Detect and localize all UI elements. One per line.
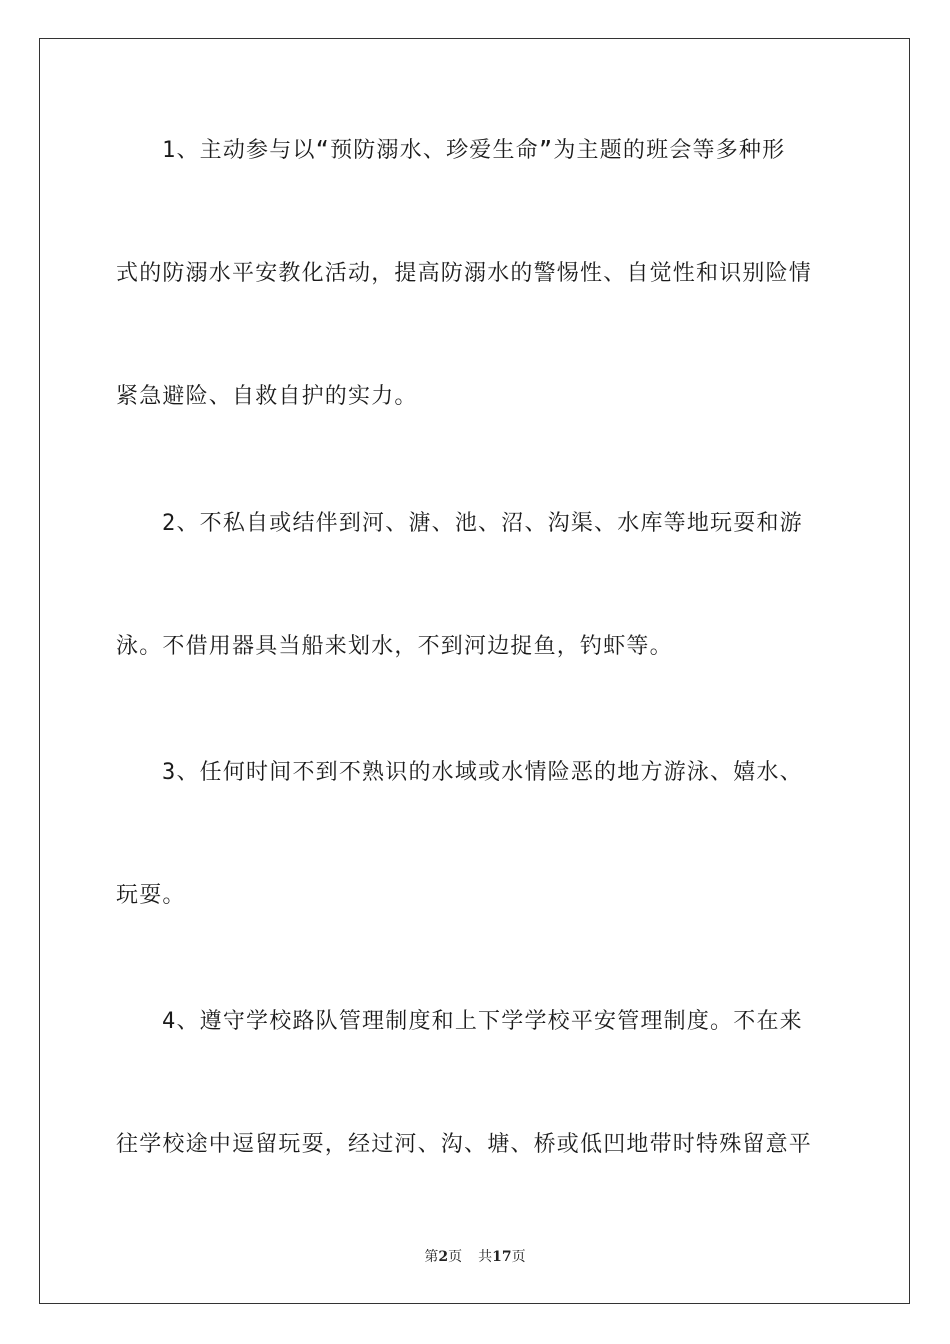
paragraph-1-line-1: 1、主动参与以“预防溺水、珍爱生命”为主题的班会等多种形 (162, 138, 786, 163)
paragraph-1-line-3: 紧急避险、自救自护的实力。 (116, 384, 418, 409)
page-current: 2 (438, 1249, 449, 1265)
page-frame (39, 38, 910, 1304)
paragraph-3-line-2: 玩耍。 (116, 883, 186, 908)
page-suffix: 页 (448, 1249, 463, 1265)
total-pages: 17 (492, 1249, 512, 1265)
paragraph-1-line-2: 式的防溺水平安教化活动，提高防溺水的警惕性、自觉性和识别险情 (116, 261, 813, 286)
total-suffix: 页 (511, 1249, 526, 1265)
paragraph-2-line-1: 2、不私自或结伴到河、溏、池、沼、沟渠、水库等地玩耍和游 (162, 511, 803, 536)
total-prefix: 共 (478, 1249, 493, 1265)
page-prefix: 第 (424, 1249, 439, 1265)
paragraph-4-line-1: 4、遵守学校路队管理制度和上下学学校平安管理制度。不在来 (162, 1009, 803, 1034)
paragraph-4-line-2: 往学校途中逗留玩耍，经过河、沟、塘、桥或低凹地带时特殊留意平 (116, 1132, 813, 1157)
page-footer (0, 1246, 950, 1266)
paragraph-2-line-2: 泳。不借用器具当船来划水，不到河边捉鱼，钓虾等。 (116, 634, 673, 659)
paragraph-3-line-1: 3、任何时间不到不熟识的水域或水情险恶的地方游泳、嬉水、 (162, 760, 803, 785)
